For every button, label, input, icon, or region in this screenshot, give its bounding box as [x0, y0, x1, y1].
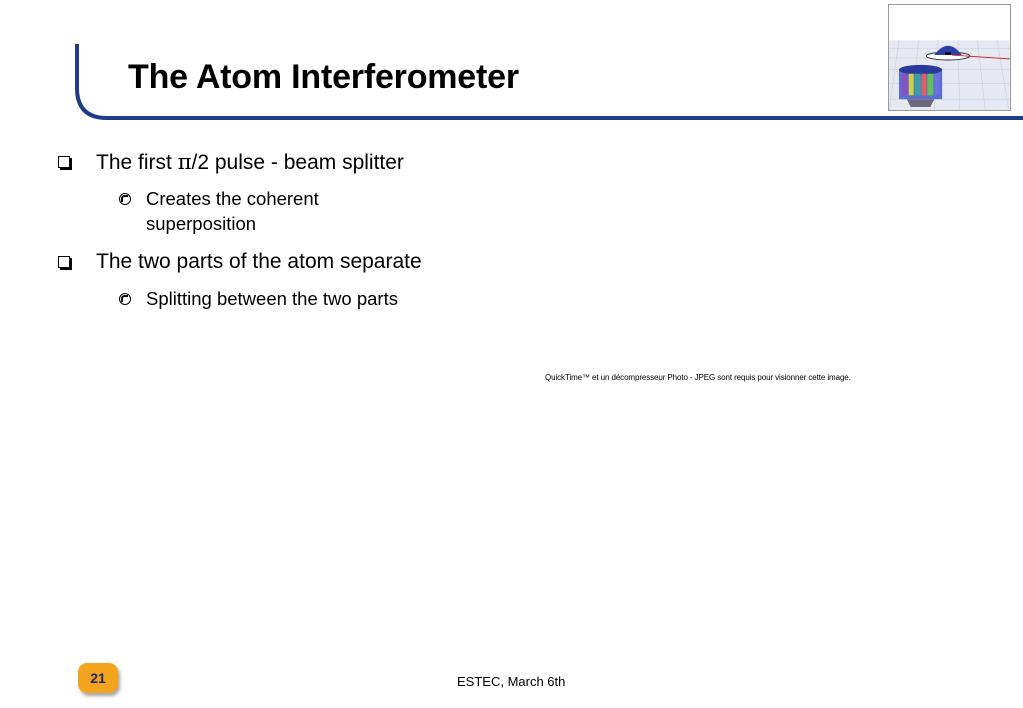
bullet-text: The two parts of the atom separate [96, 250, 422, 273]
sub-bullet-line: superposition [146, 213, 257, 234]
quicktime-placeholder-note: QuickTime™ et un décompresseur Photo - JPEG sont requis pour visionner cette image. [545, 373, 851, 382]
sub-bullet-coherent-superposition [146, 186, 406, 236]
bullet-atom-separate [96, 250, 422, 274]
hollow-circle-bullet-icon [119, 293, 131, 305]
slide-title: The Atom Interferometer [128, 58, 519, 96]
sub-bullet-line: Creates the coherent [146, 188, 319, 209]
pi-symbol: π [177, 150, 192, 174]
bullet-text-suffix: /2 pulse - beam splitter [191, 151, 404, 174]
bullet-text-prefix: The first [96, 151, 178, 174]
bullet-first-pulse [96, 150, 404, 175]
simulation-thumbnail-image [888, 4, 1011, 111]
hollow-square-bullet-icon [58, 156, 70, 168]
hollow-circle-bullet-icon [119, 193, 131, 205]
atom-apparatus-illustration [889, 5, 1010, 110]
sub-bullet-line: Splitting between the two parts [146, 288, 398, 309]
page-number-badge: 21 [78, 663, 118, 693]
sub-bullet-splitting [146, 286, 466, 311]
footer-text: ESTEC, March 6th [457, 674, 566, 689]
hollow-square-bullet-icon [58, 256, 70, 268]
